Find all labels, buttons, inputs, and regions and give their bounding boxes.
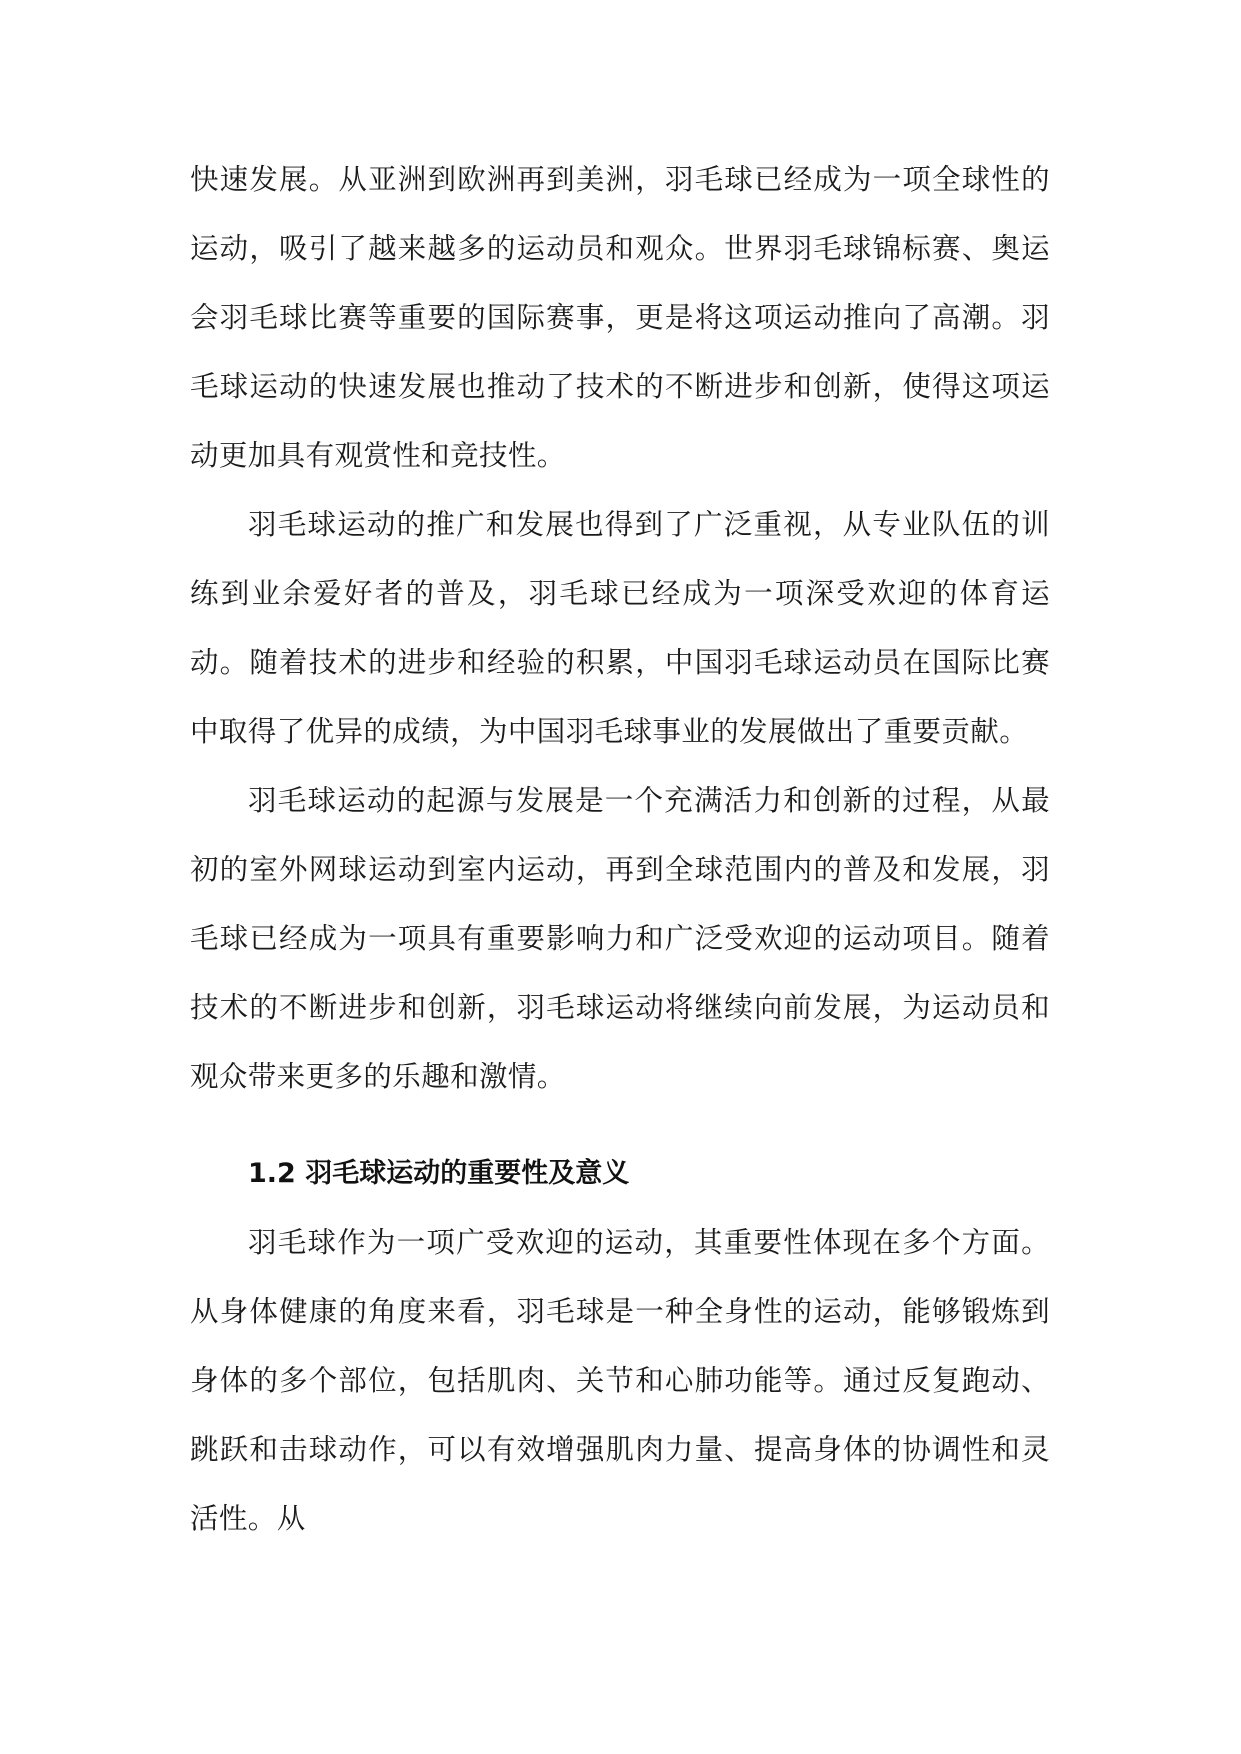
- section-heading: 1.2 羽毛球运动的重要性及意义: [248, 1158, 630, 1189]
- document-body: [190, 145, 1050, 1553]
- paragraph: 羽毛球运动的起源与发展是一个充满活力和创新的过程，从最初的室外网球运动到室内运动，再到全球范围内的普及和发展，羽毛球已经成为一项具有重要影响力和广泛受欢迎的运动项目。随着技术的不断进步和创新，羽毛球运动将继续向前发展，为运动员和观众带来更多的乐趣和激情。: [190, 784, 1050, 1093]
- paragraph-continued: 快速发展。从亚洲到欧洲再到美洲，羽毛球已经成为一项全球性的运动，吸引了越来越多的运动员和观众。世界羽毛球锦标赛、奥运会羽毛球比赛等重要的国际赛事，更是将这项运动推向了高潮。羽毛球运动的快速发展也推动了技术的不断进步和创新，使得这项运动更加具有观赏性和竞技性。: [190, 163, 1050, 472]
- paragraph: 羽毛球作为一项广受欢迎的运动，其重要性体现在多个方面。从身体健康的角度来看，羽毛球是一种全身性的运动，能够锻炼到身体的多个部位，包括肌肉、关节和心肺功能等。通过反复跑动、跳跃和击球动作，可以有效增强肌肉力量、提高身体的协调性和灵活性。从: [190, 1226, 1050, 1535]
- paragraph: 羽毛球运动的推广和发展也得到了广泛重视，从专业队伍的训练到业余爱好者的普及，羽毛球已经成为一项深受欢迎的体育运动。随着技术的进步和经验的积累，中国羽毛球运动员在国际比赛中取得了优异的成绩，为中国羽毛球事业的发展做出了重要贡献。: [190, 508, 1050, 748]
